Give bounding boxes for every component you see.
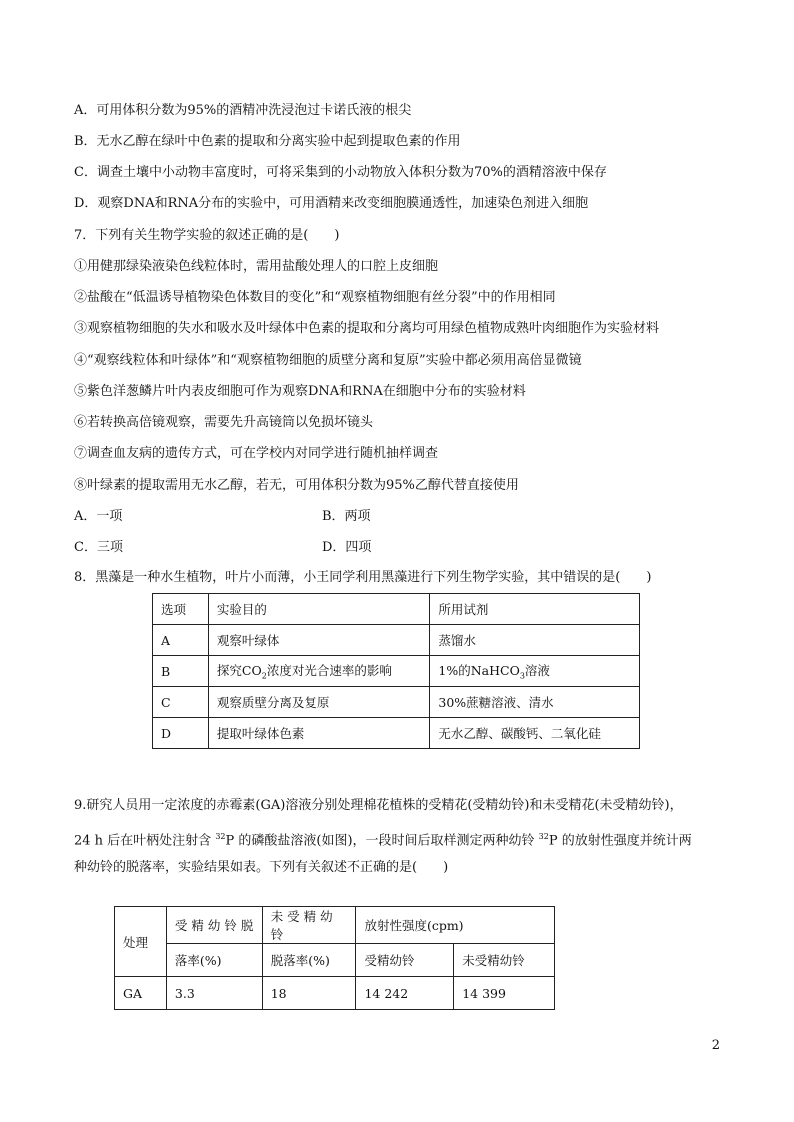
row-reagent: 30%蔗糖溶液、清水 [430, 687, 640, 718]
table-row [153, 625, 640, 656]
q9-stem-line-2: 24 h 后在叶柄处注射含 $^{32}$P 的磷酸盐溶液(如图)，一段时间后取样测定两种幼铃 $^{32}$P 的放射性强度并统计两 [74, 832, 692, 849]
header-radio-fert: 受精幼铃 [356, 944, 454, 977]
header-fert-rate-2: 落率(%) [166, 944, 262, 977]
table-row [153, 687, 640, 718]
cell-radio-unfert: 14 399 [454, 977, 555, 1010]
q7-item-2: ②盐酸在“低温诱导植物染色体数目的变化”和“观察植物细胞有丝分裂”中的作用相同 [74, 290, 556, 305]
page-number: 2 [711, 1038, 720, 1053]
table-header-row [115, 944, 555, 977]
header-radioactivity: 放射性强度(cpm) [356, 907, 555, 944]
row-option: B [153, 656, 209, 687]
row-purpose: 观察叶绿体 [208, 625, 429, 656]
q6-option-b: B．无水乙醇在绿叶中色素的提取和分离实验中起到提取色素的作用 [74, 134, 461, 149]
q7-option-d: D．四项 [322, 540, 372, 555]
row-option: D [153, 718, 209, 749]
q9-stem-line-3: 种幼铃的脱落率，实验结果如表。下列有关叙述不正确的是( ) [74, 860, 449, 875]
q8-table [152, 593, 640, 749]
q7-option-a: A．一项 [74, 509, 123, 524]
q6-option-d: D．观察DNA和RNA分布的实验中，可用酒精来改变细胞膜通透性，加速染色剂进入细胞 [74, 196, 589, 211]
q7-stem: 7．下列有关生物学实验的叙述正确的是( ) [74, 228, 340, 243]
q7-item-8: ⑧叶绿素的提取需用无水乙醇，若无，可用体积分数为95%乙醇代替直接使用 [74, 478, 519, 493]
header-unfert-rate-1: 未 受 精 幼 铃 [262, 907, 356, 944]
header-unfert-rate-2: 脱落率(%) [262, 944, 356, 977]
row-purpose: 探究$CO_2$浓度对光合速率的影响 [208, 656, 429, 687]
header-radio-unfert: 未受精幼铃 [454, 944, 555, 977]
q7-item-6: ⑥若转换高倍镜观察，需要先升高镜筒以免损坏镜头 [74, 415, 374, 430]
q7-item-5: ⑤紫色洋葱鳞片叶内表皮细胞可作为观察DNA和RNA在细胞中分布的实验材料 [74, 384, 526, 399]
q7-item-4: ④“观察线粒体和叶绿体”和“观察植物细胞的质壁分离和复原”实验中都必须用高倍显微镜 [74, 353, 582, 368]
cell-fert-rate: 3.3 [166, 977, 262, 1010]
table-header-row [115, 907, 555, 944]
header-option: 选项 [153, 594, 209, 625]
header-treatment: 处理 [115, 907, 167, 977]
table-row [153, 656, 640, 687]
q8-stem: 8．黑藻是一种水生植物，叶片小而薄，小王同学利用黑藻进行下列生物学实验，其中错误的是( ) [74, 570, 652, 585]
q7-option-c: C．三项 [74, 540, 123, 555]
q6-option-a: A．可用体积分数为95%的酒精冲洗浸泡过卡诺氏液的根尖 [74, 103, 412, 118]
q7-option-b: B．两项 [322, 509, 371, 524]
header-purpose: 实验目的 [208, 594, 429, 625]
table-row [115, 977, 555, 1010]
cell-unfert-rate: 18 [262, 977, 356, 1010]
table-header-row [153, 594, 640, 625]
q9-stem-line-1: 9.研究人员用一定浓度的赤霉素(GA)溶液分别处理棉花植株的受精花(受精幼铃)和未受精花(未受精幼铃)， [74, 798, 683, 813]
q6-option-c: C．调查土壤中小动物丰富度时，可将采集到的小动物放入体积分数为70%的酒精溶液中保存 [74, 165, 607, 180]
row-reagent: 无水乙醇、碳酸钙、二氧化硅 [430, 718, 640, 749]
header-fert-rate-1: 受 精 幼 铃 脱 [166, 907, 262, 944]
row-option: C [153, 687, 209, 718]
row-purpose: 提取叶绿体色素 [208, 718, 429, 749]
row-reagent: 1%的NaHCO$_3$溶液 [430, 656, 640, 687]
cell-radio-fert: 14 242 [356, 977, 454, 1010]
q7-item-1: ①用健那绿染液染色线粒体时，需用盐酸处理人的口腔上皮细胞 [74, 259, 439, 274]
row-reagent: 蒸馏水 [430, 625, 640, 656]
q7-item-7: ⑦调查血友病的遗传方式，可在学校内对同学进行随机抽样调查 [74, 446, 439, 461]
q9-table [114, 906, 555, 1010]
row-option: A [153, 625, 209, 656]
row-purpose: 观察质壁分离及复原 [208, 687, 429, 718]
cell-treatment: GA [115, 977, 167, 1010]
header-reagent: 所用试剂 [430, 594, 640, 625]
table-row [153, 718, 640, 749]
q7-item-3: ③观察植物细胞的失水和吸水及叶绿体中色素的提取和分离均可用绿色植物成熟叶肉细胞作为实验材料 [74, 321, 660, 336]
